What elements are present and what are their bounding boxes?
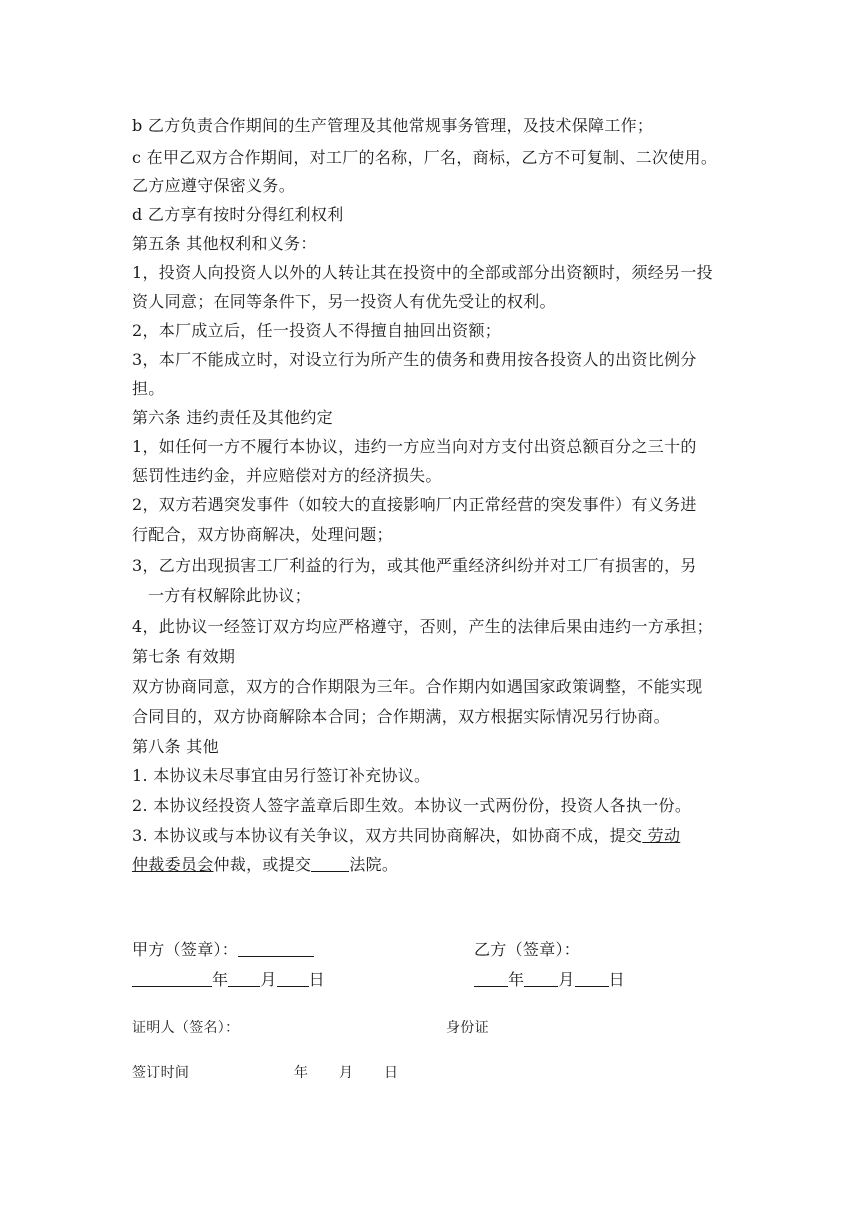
sign-time-day: 日 bbox=[384, 1065, 399, 1081]
article-6-item-2: 2，双方若遇突发事件（如较大的直接影响厂内正常经营的突发事件）有义务进 bbox=[132, 495, 697, 514]
party-a-label: 甲方（签章）： bbox=[132, 940, 239, 959]
party-a-signature bbox=[132, 940, 432, 960]
witness-label: 证明人（签名）： bbox=[132, 1020, 240, 1036]
article-6-item-1-cont: 惩罚性违约金，并应赔偿对方的经济损失。 bbox=[132, 466, 442, 485]
party-a-month-blank[interactable] bbox=[228, 970, 260, 987]
party-b-day-label: 日 bbox=[608, 970, 625, 989]
article-5-item-1: 1，投资人向投资人以外的人转让其在投资中的全部或部分出资额时，须经另一投 bbox=[132, 263, 713, 282]
article-8-item-3-middle: 仲裁，或提交 bbox=[213, 855, 312, 874]
article-8-item-3 bbox=[132, 826, 752, 846]
clause-4-b: b 乙方负责合作期间的生产管理及其他常规事务管理，及技术保障工作； bbox=[132, 116, 654, 135]
party-a-day-blank[interactable] bbox=[277, 970, 309, 987]
article-8-item-3-cont bbox=[132, 855, 752, 875]
party-b-year-blank[interactable] bbox=[474, 970, 508, 987]
party-a-date bbox=[132, 970, 432, 990]
party-b-signature bbox=[474, 940, 734, 960]
sign-time-year: 年 bbox=[294, 1065, 309, 1081]
sign-time-label: 签订时间 bbox=[132, 1065, 190, 1081]
party-b-month-label: 月 bbox=[558, 970, 575, 989]
clause-4-d: d 乙方享有按时分得红利权利 bbox=[132, 205, 344, 224]
article-8-item-2: 2. 本协议经投资人签字盖章后即生效。本协议一式两份份，投资人各执一份。 bbox=[132, 796, 692, 815]
article-5-item-2: 2，本厂成立后，任一投资人不得擅自抽回出资额； bbox=[132, 321, 502, 340]
article-6-item-2-cont: 行配合，双方协商解决，处理问题； bbox=[132, 525, 393, 544]
article-6-item-3: 3，乙方出现损害工厂利益的行为，或其他严重经济纠纷并对工厂有损害的，另 bbox=[132, 556, 697, 575]
party-b-day-blank[interactable] bbox=[575, 970, 609, 987]
article-6-item-3-cont: 一方有权解除此协议； bbox=[148, 586, 312, 605]
party-a-year-label: 年 bbox=[212, 970, 229, 989]
party-b-month-blank[interactable] bbox=[524, 970, 558, 987]
article-8-heading: 第八条 其他 bbox=[132, 737, 219, 756]
clause-4-c: c 在甲乙双方合作期间，对工厂的名称，厂名，商标，乙方不可复制、二次使用。 bbox=[132, 148, 718, 167]
article-8-item-1: 1. 本协议未尽事宜由另行签订补充协议。 bbox=[132, 766, 431, 785]
article-5-heading: 第五条 其他权利和义务： bbox=[132, 234, 317, 253]
article-5-item-3: 3，本厂不能成立时，对设立行为所产生的债务和费用按各投资人的出资比例分 bbox=[132, 350, 697, 369]
article-8-item-3-suffix: 法院。 bbox=[349, 855, 399, 874]
arbitration-name-part2: 仲裁委员会 bbox=[132, 855, 214, 874]
party-a-year-blank[interactable] bbox=[132, 970, 212, 987]
arbitration-name-part1: 劳动 bbox=[642, 826, 681, 845]
id-card-label: 身份证 bbox=[446, 1020, 489, 1036]
party-b-date bbox=[474, 970, 734, 990]
article-6-item-4: 4，此协议一经签订双方均应严格遵守，否则，产生的法律后果由违约一方承担； bbox=[132, 617, 713, 636]
party-a-blank[interactable] bbox=[238, 940, 314, 957]
article-7-text: 双方协商同意，双方的合作期限为三年。合作期内如遇国家政策调整，不能实现 bbox=[132, 677, 703, 696]
party-a-month-label: 月 bbox=[260, 970, 277, 989]
party-a-day-label: 日 bbox=[308, 970, 325, 989]
article-8-item-3-prefix: 3. 本协议或与本协议有关争议，双方共同协商解决，如协商不成，提交 bbox=[132, 826, 643, 845]
court-blank[interactable] bbox=[311, 855, 349, 872]
article-6-item-1: 1，如任何一方不履行本协议，违约一方应当向对方支付出资总额百分之三十的 bbox=[132, 437, 697, 456]
article-5-item-3-cont: 担。 bbox=[132, 379, 165, 398]
article-7-heading: 第七条 有效期 bbox=[132, 647, 236, 666]
article-7-text-cont: 合同目的，双方协商解除本合同；合作期满，双方根据实际情况另行协商。 bbox=[132, 707, 670, 726]
sign-time-month: 月 bbox=[339, 1065, 354, 1081]
clause-4-c-cont: 乙方应遵守保密义务。 bbox=[132, 176, 296, 195]
party-b-year-label: 年 bbox=[508, 970, 525, 989]
article-6-heading: 第六条 违约责任及其他约定 bbox=[132, 408, 333, 427]
article-5-item-1-cont: 资人同意；在同等条件下，另一投资人有优先受让的权利。 bbox=[132, 292, 556, 311]
party-b-label: 乙方（签章）： bbox=[474, 940, 581, 959]
